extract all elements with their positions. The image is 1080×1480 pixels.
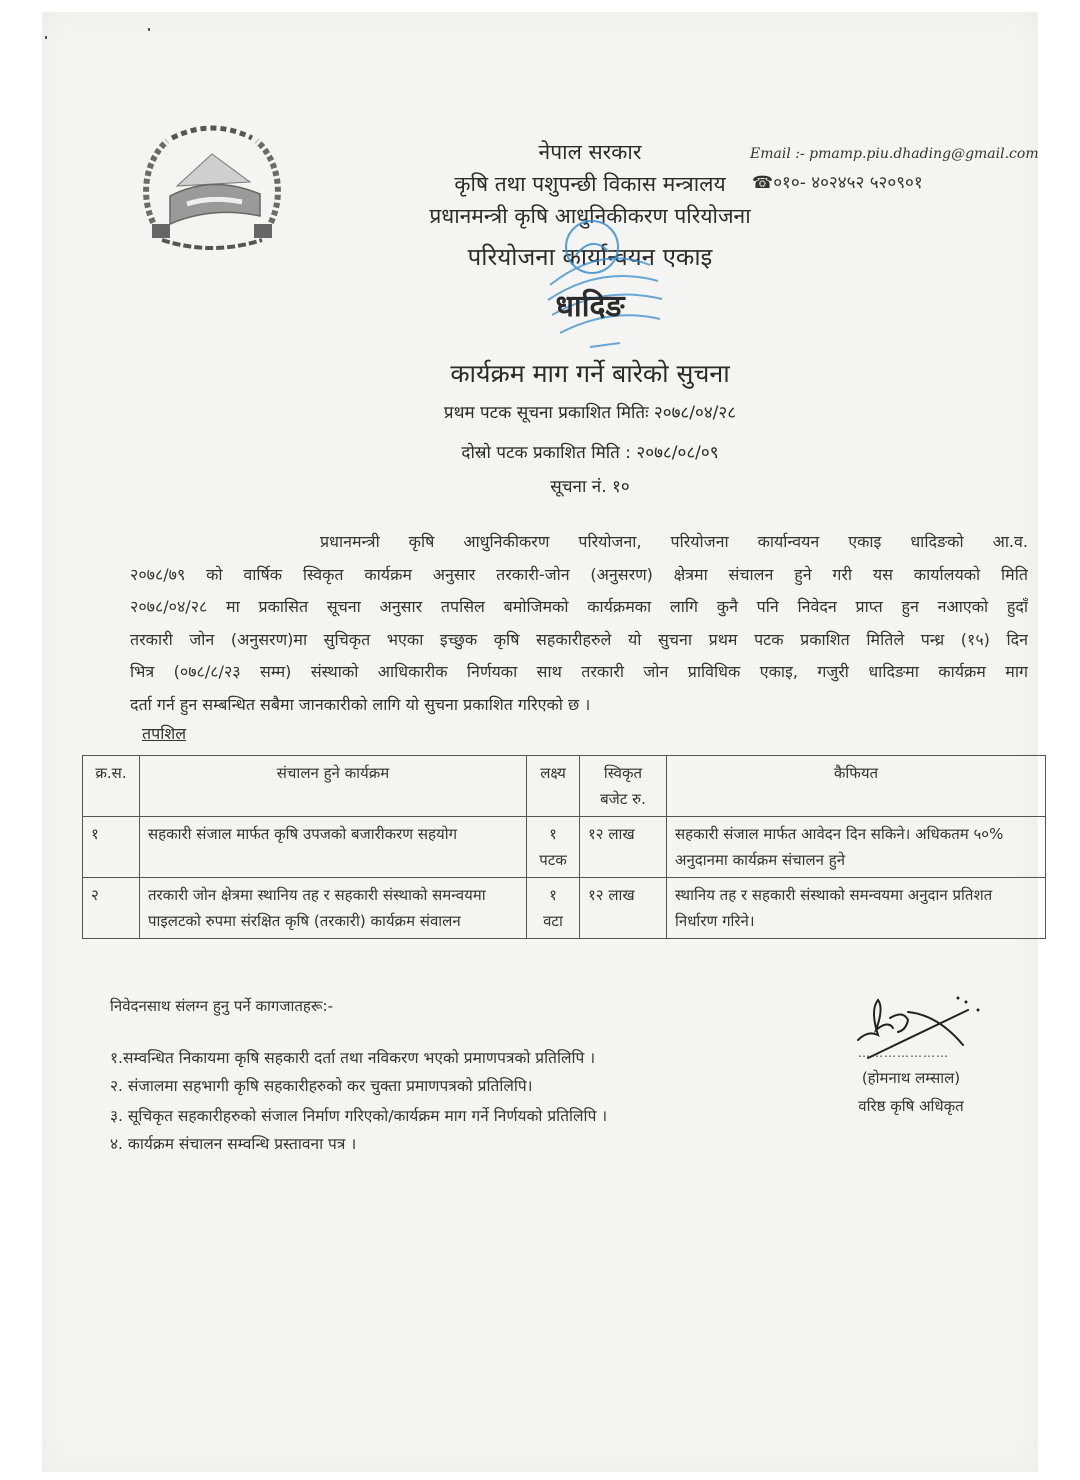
requirements-heading: निवेदनसाथ संलग्न हुनु पर्ने कागजातहरू:- [110, 997, 334, 1015]
body-line: दर्ता गर्न हुन सम्बन्धित सबैमा जानकारीको लागि यो सुचना प्रकाशित गरिएको छ । [130, 694, 591, 714]
col-sn: क्र.स. [83, 756, 140, 817]
body-line: २०७८/७९ को वार्षिक स्विकृत कार्यक्रम अनुसार तरकारी-जोन (अनुसरण) क्षेत्रमा संचालन हुने गरी यस कार्यालयको मिति [130, 564, 1028, 584]
table-row [83, 878, 1046, 939]
cell-remarks: सहकारी संजाल मार्फत आवेदन दिन सकिने। अधिकतम ५०% अनुदानमा कार्यक्रम संचालन हुने [667, 817, 1046, 878]
cell-sn: १ [83, 817, 140, 878]
telephone-icon: ☎ [752, 173, 774, 193]
notice-body [130, 526, 1028, 721]
scan-speck [45, 36, 47, 39]
signatory-name: (होमनाथ लम्साल) [861, 1069, 961, 1087]
first-published-date: प्रथम पटक सूचना प्रकाशित मितिः २०७८/०४/२८ [443, 403, 737, 423]
cell-remarks: स्थानिय तह र सहकारी संस्थाको समन्वयमा अनुदान प्रतिशत निर्धारण गरिने। [667, 878, 1046, 939]
requirement-item: १.सम्वन्धित निकायमा कृषि सहकारी दर्ता तथा नविकरण भएको प्रमाणपत्रको प्रतिलिपि । [110, 1049, 596, 1067]
header-government: नेपाल सरकार [538, 140, 642, 164]
cell-sn: २ [83, 878, 140, 939]
notice-number: सूचना नं. १० [550, 477, 630, 497]
scan-speck [148, 28, 150, 31]
signatory-designation: वरिष्ठ कृषि अधिकृत [858, 1097, 964, 1115]
requirement-item: २. संजालमा सहभागी कृषि सहकारीहरुको कर चुक्ता प्रमाणपत्रको प्रतिलिपि। [110, 1077, 533, 1095]
col-remarks: कैफियत [667, 756, 1046, 817]
notice-title: कार्यक्रम माग गर्ने बारेको सुचना [450, 359, 730, 388]
nepal-government-emblem [132, 116, 292, 258]
second-published-date: दोस्रो पटक प्रकाशित मिति : २०७८/०८/०९ [461, 443, 719, 463]
header-project: प्रधानमन्त्री कृषि आधुनिकीकरण परियोजना [429, 204, 751, 228]
table-caption: तपशिल [142, 724, 187, 743]
program-table [82, 755, 1046, 939]
header-district: धादिङ [555, 289, 625, 324]
col-budget: स्विकृत बजेट रु. [580, 756, 667, 817]
cell-target: १ पटक [527, 817, 580, 878]
contact-phone: ☎०१०- ४०२४५२ ५२०९०१ [752, 173, 923, 193]
cell-target: १ वटा [527, 878, 580, 939]
cell-budget: १२ लाख [580, 878, 667, 939]
header-unit: परियोजना कार्यान्वयन एकाइ [467, 243, 713, 271]
col-target: लक्ष्य [527, 756, 580, 817]
body-line: २०७८/०४/२८ मा प्रकासित सूचना अनुसार तपसिल बमोजिमको कार्यक्रमका लागि कुनै पनि निवेदन प्राप्त हुन नआएको हुदाँ [130, 597, 1028, 616]
col-program: संचालन हुने कार्यक्रम [140, 756, 527, 817]
table-header-row [83, 756, 1046, 817]
table-row [83, 817, 1046, 878]
body-line: प्रधानमन्त्री कृषि आधुनिकीकरण परियोजना, परियोजना कार्यान्वयन एकाइ धादिङको आ.व. [320, 532, 1028, 551]
cell-program: सहकारी संजाल मार्फत कृषि उपजको बजारीकरण सहयोग [140, 817, 527, 878]
requirement-item: ४. कार्यक्रम संचालन सम्वन्धि प्रस्तावना पत्र । [110, 1135, 357, 1153]
cell-budget: १२ लाख [580, 817, 667, 878]
signature-line: ………………… [858, 1046, 949, 1060]
body-line: तरकारी जोन (अनुसरण)मा सुचिकृत भएका इच्छुक कृषि सहकारीहरुले यो सुचना प्रथम पटक प्रकाशित मितिले पन्ध्र (१५) दिन [130, 629, 1028, 649]
contact-email: Email :- pmamp.piu.dhading@gmail.com [750, 146, 1039, 162]
header-ministry: कृषि तथा पशुपन्छी विकास मन्त्रालय [454, 172, 726, 196]
body-line: भित्र (०७८/८/२३ सम्म) संस्थाको आधिकारीक निर्णयका साथ तरकारी जोन प्राविधिक एकाइ, गजुरी धादिङमा कार्यक्रम माग [130, 662, 1028, 681]
cell-program: तरकारी जोन क्षेत्रमा स्थानिय तह र सहकारी संस्थाको समन्वयमा पाइलटको रुपमा संरक्षित कृषि (तरकारी) कार्यक्रम संवालन [140, 878, 527, 939]
requirement-item: ३. सूचिकृत सहकारीहरुको संजाल निर्माण गरिएको/कार्यक्रम माग गर्ने निर्णयको प्रतिलिपि । [110, 1107, 608, 1125]
